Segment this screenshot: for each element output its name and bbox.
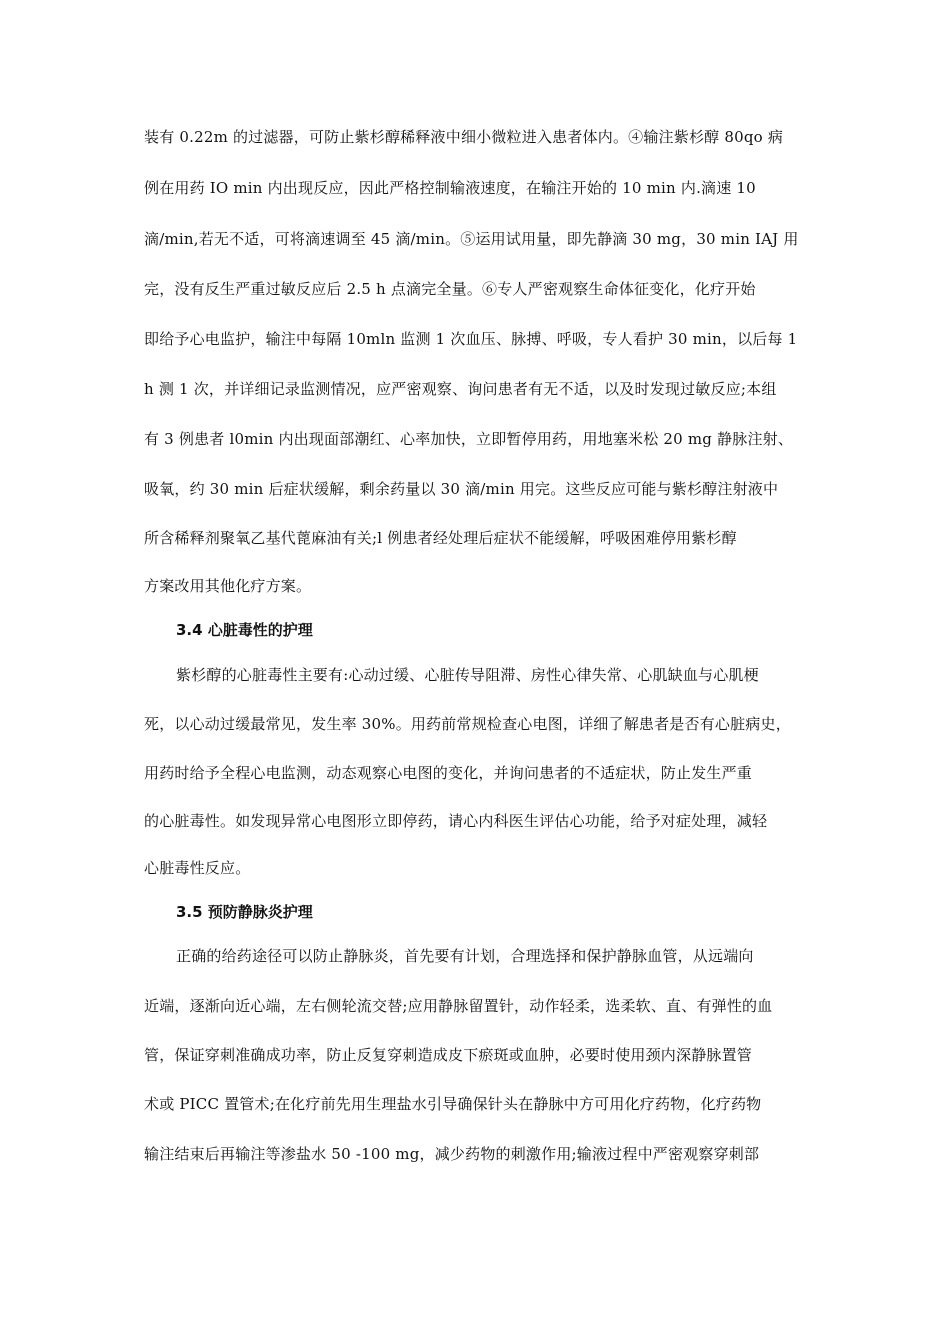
paragraph-line: 的心脏毒性。如发现异常心电图形立即停药，请心内科医生评估心功能，给予对症处理，减轻 [144, 812, 768, 830]
section-heading-3-4: 3.4 心脏毒性的护理 [176, 621, 313, 639]
paragraph-line: 滴/min,若无不适，可将滴速调至 45 滴/min。⑤运用试用量，即先静滴 30 mg，30 min IAJ 用 [144, 230, 799, 248]
paragraph-line: 正确的给药途径可以防止静脉炎，首先要有计划，合理选择和保护静脉血管，从远端向 [176, 947, 754, 965]
paragraph-line: 即给予心电监护，输注中每隔 10mln 监测 1 次血压、脉搏、呼吸，专人看护 30 min，以后每 1 [144, 330, 798, 348]
paragraph-line: 紫杉醇的心脏毒性主要有:心动过缓、心脏传导阻滞、房性心律失常、心肌缺血与心肌梗 [176, 666, 759, 684]
paragraph-line: 装有 0.22m 的过滤器，可防止紫杉醇稀释液中细小微粒进入患者体内。④输注紫杉醇 80qo 病 [144, 128, 784, 146]
paragraph-line: 术或 PICC 置管术;在化疗前先用生理盐水引导确保针头在静脉中方可用化疗药物，化疗药物 [144, 1095, 762, 1113]
paragraph-line: 心脏毒性反应。 [144, 859, 251, 877]
paragraph-line: 输注结束后再输注等渗盐水 50 -100 mg，减少药物的刺激作用;输液过程中严密观察穿刺部 [144, 1145, 760, 1163]
paragraph-line: 近端，逐渐向近心端，左右侧轮流交替;应用静脉留置针，动作轻柔，选柔软、直、有弹性的血 [144, 997, 773, 1015]
paragraph-line: 方案改用其他化疗方案。 [144, 577, 312, 595]
paragraph-line: 吸氧，约 30 min 后症状缓解，剩余药量以 30 滴/min 用完。这些反应可能与紫杉醇注射液中 [144, 480, 779, 498]
paragraph-line: 例在用药 IO min 内出现反应，因此严格控制输液速度，在输注开始的 10 min 内.滴速 10 [144, 179, 756, 197]
section-heading-3-5: 3.5 预防静脉炎护理 [176, 903, 313, 921]
paragraph-line: 管，保证穿刺准确成功率，防止反复穿刺造成皮下瘀斑或血肿，必要时使用颈内深静脉置管 [144, 1046, 753, 1064]
paragraph-line: 完，没有反生严重过敏反应后 2.5 h 点滴完全量。⑥专人严密观察生命体征变化，化疗开始 [144, 280, 756, 298]
paragraph-line: h 测 1 次，并详细记录监测情况，应严密观察、询问患者有无不适，以及时发现过敏反应;本组 [144, 380, 777, 398]
paragraph-line: 所含稀释剂聚氧乙基代蓖麻油有关;l 例患者经处理后症状不能缓解，呼吸困难停用紫杉醇 [144, 529, 737, 547]
paragraph-line: 死，以心动过缓最常见，发生率 30%。用药前常规检查心电图，详细了解患者是否有心脏病史， [144, 715, 791, 733]
paragraph-line: 用药时给予全程心电监测，动态观察心电图的变化，并询问患者的不适症状，防止发生严重 [144, 764, 753, 782]
paragraph-line: 有 3 例患者 l0min 内出现面部潮红、心率加快，立即暂停用药，用地塞米松 20 mg 静脉注射、 [144, 430, 794, 448]
